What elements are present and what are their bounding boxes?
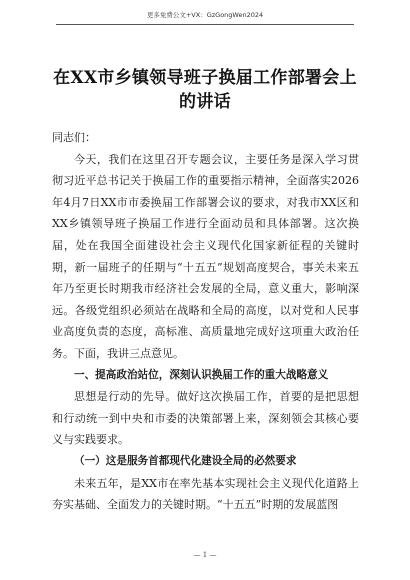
header-note: 更多免费公文+VX：GzGongWen2024: [146, 11, 264, 19]
paragraph-section-1: 思想是行动的先导。做好这次换届工作，首要的是把思想和行动统一到中央和市委的决策部署上来，深刻领会其核心要义与实践要求。: [52, 390, 359, 447]
paragraph-intro: 今天，我们在这里召开专题会议，主要任务是深入学习贯彻习近平总书记关于换届工作的重要指示精神，全面落实2026年4月7日XX市市委换届工作部署会议的要求，对我市XX区和XX乡镇领导班子换届工作进行全面动员和具体部署。这次换届，处在我国全面建设社会主义现代化国家新征程的关键时期，新一届班子的任期与“十五五”规划高度契合，事关未来五年乃至更长时期我市经济社会发展的全局，意义重大，影响深远。各级党组织必须站在战略和全局的高度，以对党和人民事业高度负责的态度，高标准、高质量地完成好这项重大政治任务。下面，我讲三点意见。: [52, 152, 359, 360]
page-number: — 1 —: [193, 551, 217, 559]
document-title: 在XX市乡镇领导班子换届工作部署会上的讲话: [53, 68, 357, 112]
paragraph-subsection-1: 未来五年，是XX市在率先基本实现社会主义现代化道路上夯实基础、全面发力的关键时期。“十五五”时期的发展蓝图: [52, 476, 359, 512]
section-heading-1: 一、提高政治站位，深刻认识换届工作的重大战略意义: [74, 368, 329, 381]
subsection-heading-1: （一）这是服务首都现代化建设全局的必然要求: [74, 454, 297, 467]
document-body: [52, 127, 359, 516]
header-divider: [56, 24, 354, 25]
salutation: 同志们：: [52, 131, 96, 144]
